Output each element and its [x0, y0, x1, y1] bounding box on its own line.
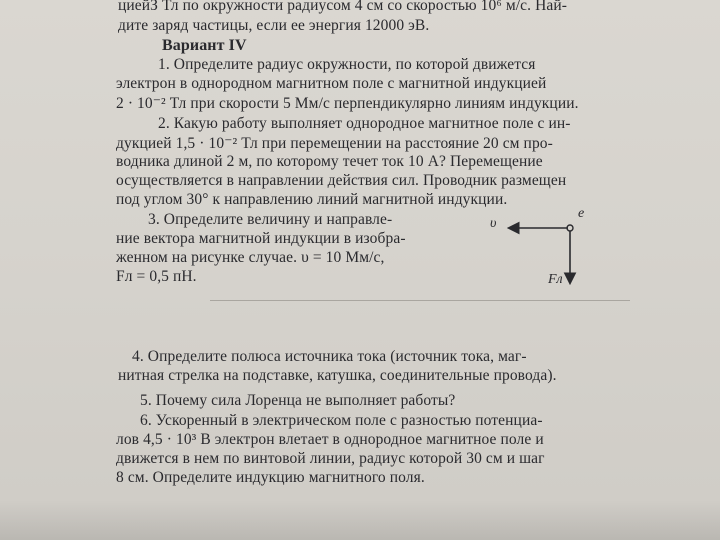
task-3-line-2: ние вектора магнитной индукции в изобра-: [116, 230, 406, 247]
task-2-line-4: осуществляется в направлении действия сил. Проводник размещен: [116, 172, 567, 189]
task-1-line-2: электрон в однородном магнитном поле с магнитной индукцией: [116, 75, 547, 92]
task-2-line-3: водника длиной 2 м, по которому течет ток 10 А? Перемещение: [116, 153, 543, 170]
task-3-line-4: Fл = 0,5 пН.: [116, 268, 197, 285]
variant-title: Вариант IV: [162, 37, 247, 54]
task-4-line-1: 4. Определите полюса источника тока (источник тока, маг-: [132, 348, 527, 365]
previous-task-line-1: циейЗ Тл по окружности радиусом 4 см со скоростью 10⁶ м/с. Най-: [118, 0, 568, 14]
task-3-line-1: 3. Определите величину и направле-: [148, 211, 393, 228]
task-6-line-3: движется в нем по винтовой линии, радиус которой 30 см и шаг: [116, 450, 545, 467]
force-vector-diagram: [468, 212, 598, 302]
task-2-line-2: дукцией 1,5 · 10⁻² Тл при перемещении на расстояние 20 см про-: [116, 135, 553, 152]
lorentz-force-figure: [468, 206, 598, 302]
section-divider: [210, 300, 630, 301]
task-2-line-5: под углом 30° к направлению линий магнитной индукции.: [116, 191, 508, 208]
task-3-line-3: женном на рисунке случае. υ = 10 Мм/с,: [116, 249, 385, 266]
force-label: Fл: [548, 272, 563, 287]
task-1-line-1: 1. Определите радиус окружности, по которой движется: [158, 56, 536, 73]
task-6-line-4: 8 см. Определите индукцию магнитного поля.: [116, 469, 425, 486]
task-1-line-3: 2 · 10⁻² Тл при скорости 5 Мм/с перпендикулярно линиям индукции.: [116, 95, 579, 112]
velocity-label: υ: [490, 216, 497, 231]
task-2-line-1: 2. Какую работу выполняет однородное магнитное поле с ин-: [158, 115, 571, 132]
previous-task-line-2: дите заряд частицы, если ее энергия 12000 эВ.: [118, 17, 430, 34]
task-5-line: 5. Почему сила Лоренца не выполняет работы?: [140, 392, 456, 409]
task-6-line-1: 6. Ускоренный в электрическом поле с разностью потенциа-: [140, 412, 543, 429]
electron-label: e: [578, 206, 585, 221]
page-shadow: [0, 500, 720, 540]
task-6-line-2: лов 4,5 · 10³ В электрон влетает в однородное магнитное поле и: [116, 431, 544, 448]
task-4-line-2: нитная стрелка на подставке, катушка, соединительные провода).: [118, 367, 557, 384]
